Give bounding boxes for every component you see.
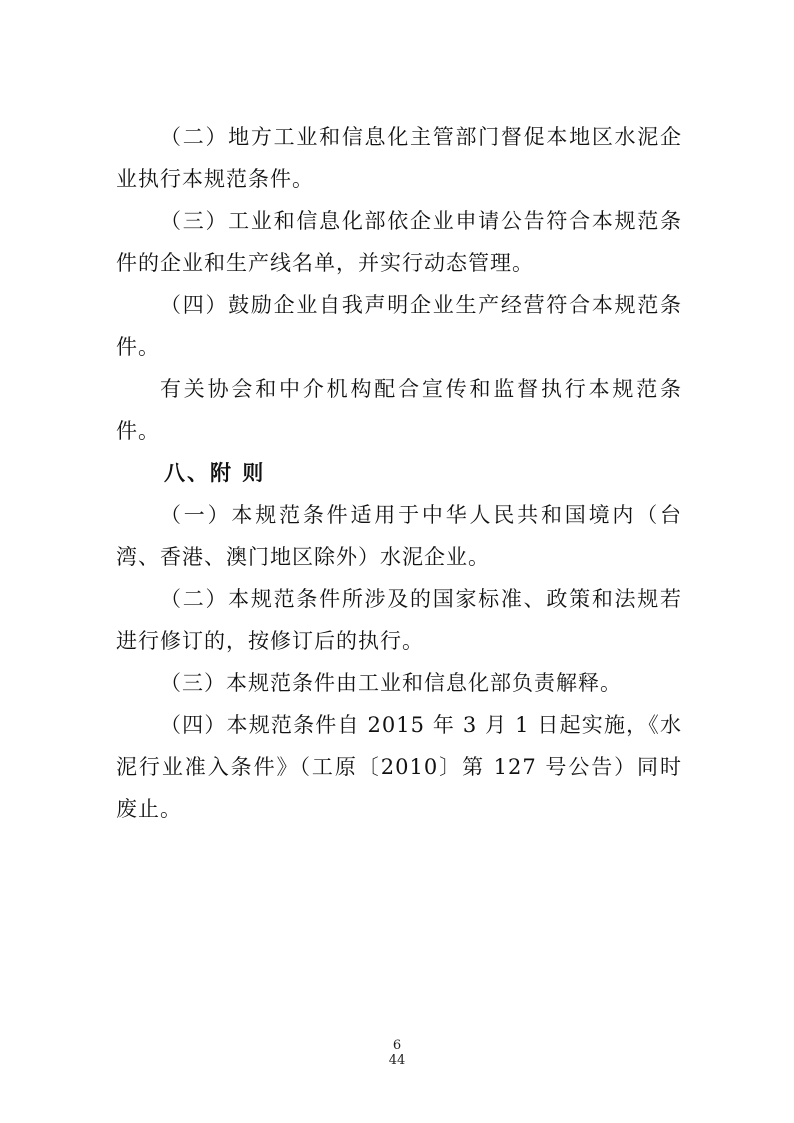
article-revisions: （二）本规范条件所涉及的国家标准、政策和法规若进行修订的，按修订后的执行。 [116,587,682,653]
article-effective-date: （四）本规范条件自 2015 年 3 月 1 日起实施，《水泥行业准入条件》（工原〔2010〕第 127 号公告）同时废止。 [116,713,682,821]
article-scope: （一）本规范条件适用于中华人民共和国境内（台湾、香港、澳门地区除外）水泥企业。 [116,503,682,569]
page-footer [0,1038,794,1068]
section-heading-supplementary: 八、附 则 [164,461,266,485]
paragraph-self-declaration: （四）鼓励企业自我声明企业生产经营符合本规范条件。 [116,293,682,359]
paragraph-ministry-announcement: （三）工业和信息化部依企业申请公告符合本规范条件的企业和生产线名单，并实行动态管理。 [116,209,682,275]
total-page-number: 44 [388,1053,406,1068]
paragraph-local-supervision: （二）地方工业和信息化主管部门督促本地区水泥企业执行本规范条件。 [116,125,682,191]
paragraph-associations: 有关协会和中介机构配合宣传和监督执行本规范条件。 [116,377,682,443]
article-interpretation: （三）本规范条件由工业和信息化部负责解释。 [160,671,622,695]
document-body [116,116,682,830]
page-number: 6 [392,1038,402,1053]
